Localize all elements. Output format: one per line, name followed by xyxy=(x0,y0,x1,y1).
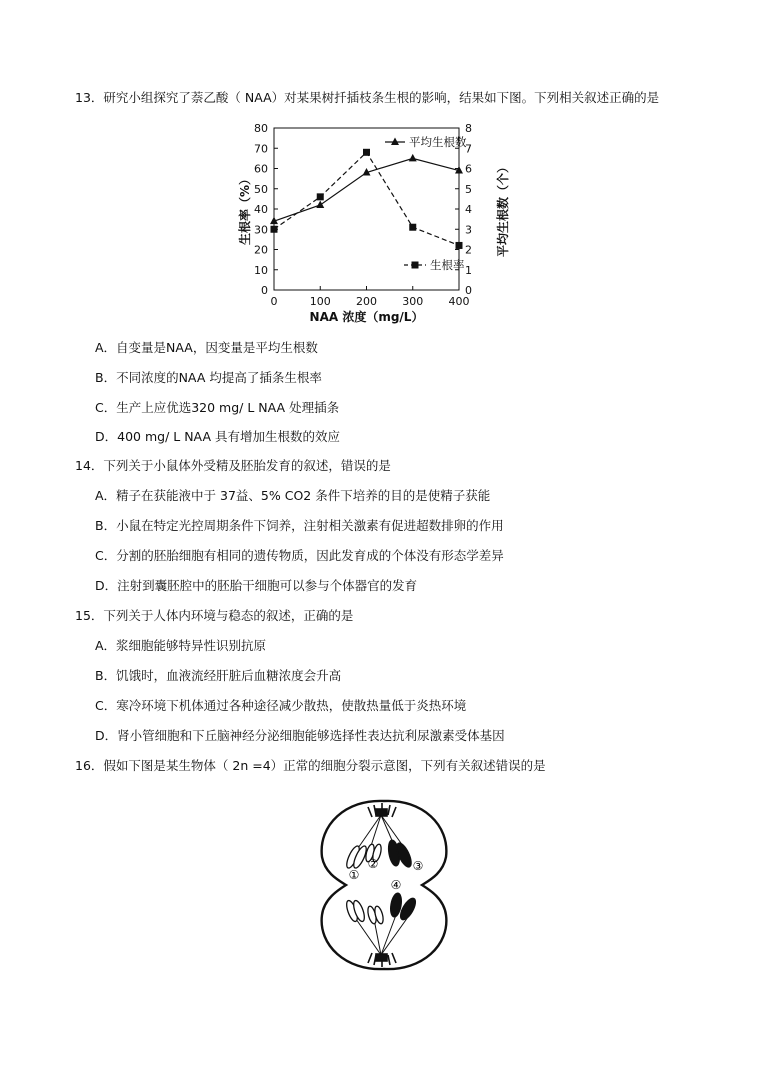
q15-option-c: C．寒冷环境下机体通过各种途径减少散热，使散热量低于炎热环境 xyxy=(95,698,467,713)
q13-option-d: D．400 mg/ L NAA 具有增加生根数的效应 xyxy=(95,429,340,444)
bottom-chromosomes xyxy=(344,892,418,924)
x-tick-label: 200 xyxy=(356,295,377,308)
right-y-tick-label: 7 xyxy=(465,142,472,156)
left-y-tick-label: 20 xyxy=(254,243,268,257)
x-axis-title: NAA 浓度（mg/L） xyxy=(309,310,424,324)
cell-membrane xyxy=(322,801,447,969)
cell-division-diagram xyxy=(312,795,456,975)
left-y-tick-label: 0 xyxy=(261,284,268,297)
x-tick-label: 0 xyxy=(270,295,278,308)
x-tick-label: 100 xyxy=(309,295,331,308)
triangle-marker xyxy=(409,154,417,162)
q13-stem: 13．研究小组探究了萘乙酸（ NAA）对某果树扦插枝条生根的影响，结果如下图。下列相关叙述正确的是 xyxy=(75,90,660,105)
left-y-tick-label: 10 xyxy=(254,263,268,277)
legend-marker-rooting-rate xyxy=(412,262,419,269)
top-centrosome xyxy=(368,803,396,817)
right-y-tick-label: 8 xyxy=(465,122,472,135)
q16-stem: 16．假如下图是某生物体（ 2n =4）正常的细胞分裂示意图，下列有关叙述错误的是 xyxy=(75,758,546,773)
q15-option-a: A．浆细胞能够特异性识别抗原 xyxy=(95,638,267,653)
figure-label-1: ① xyxy=(348,868,360,882)
q13-option-a: A．自变量是NAA，因变量是平均生根数 xyxy=(95,340,318,355)
legend-label-rooting-rate: 生根率 xyxy=(430,258,465,272)
left-y-tick-label: 30 xyxy=(254,223,268,237)
left-y-tick-label: 40 xyxy=(254,203,268,216)
right-y-tick-label: 2 xyxy=(465,243,472,257)
q13-option-b: B．不同浓度的NAA 均提高了插条生根率 xyxy=(95,370,322,385)
figure-label-3: ③ xyxy=(412,859,424,873)
x-tick-label: 300 xyxy=(402,295,424,308)
q14-option-a: A．精子在获能液中于 37益、5% CO2 条件下培养的目的是使精子获能 xyxy=(95,488,491,503)
q14-option-d: D．注射到囊胚腔中的胚胎干细胞可以参与个体器官的发育 xyxy=(95,578,418,593)
q14-option-c: C．分割的胚胎细胞有相同的遗传物质，因此发育成的个体没有形态学差异 xyxy=(95,548,504,563)
left-y-tick-label: 80 xyxy=(254,122,268,135)
right-y-axis-title: 平均生根数（个） xyxy=(496,160,510,258)
square-marker xyxy=(363,149,370,156)
left-y-tick-label: 60 xyxy=(254,162,268,176)
square-marker xyxy=(317,193,324,200)
top-chromosomes xyxy=(344,839,414,869)
q14-stem: 14．下列关于小鼠体外受精及胚胎发育的叙述，错误的是 xyxy=(75,458,391,473)
left-y-axis-title: 生根率（%） xyxy=(238,172,252,246)
right-y-tick-label: 3 xyxy=(465,223,472,237)
right-y-tick-label: 6 xyxy=(465,162,472,176)
triangle-marker xyxy=(316,200,324,208)
right-y-tick-label: 0 xyxy=(465,284,472,297)
q13-option-c: C．生产上应优选320 mg/ L NAA 处理插条 xyxy=(95,400,340,415)
figure-label-4: ④ xyxy=(390,878,402,892)
left-y-tick-label: 70 xyxy=(254,142,268,156)
legend-label-avg-roots: 平均生根数 xyxy=(409,135,467,149)
bottom-centrosome xyxy=(368,953,396,967)
square-marker xyxy=(456,242,463,249)
square-marker xyxy=(409,224,416,231)
left-y-tick-label: 50 xyxy=(254,182,268,196)
square-marker xyxy=(271,226,278,233)
figure-label-2: ② xyxy=(367,857,379,871)
right-y-tick-label: 5 xyxy=(465,182,472,196)
q15-option-b: B．饥饿时，血液流经肝脏后血糖浓度会升高 xyxy=(95,668,342,683)
right-y-tick-label: 1 xyxy=(465,263,472,277)
legend-marker-avg-roots xyxy=(391,138,399,146)
q15-option-d: D．肾小管细胞和下丘脑神经分泌细胞能够选择性表达抗利尿激素受体基因 xyxy=(95,728,505,743)
x-tick-label: 400 xyxy=(448,295,470,308)
series-line-1 xyxy=(274,152,459,245)
series-line-0 xyxy=(274,158,459,221)
q15-stem: 15．下列关于人体内环境与稳态的叙述，正确的是 xyxy=(75,608,354,623)
right-y-tick-label: 4 xyxy=(465,203,472,216)
q14-option-b: B．小鼠在特定光控周期条件下饲养，注射相关激素有促进超数排卵的作用 xyxy=(95,518,504,533)
